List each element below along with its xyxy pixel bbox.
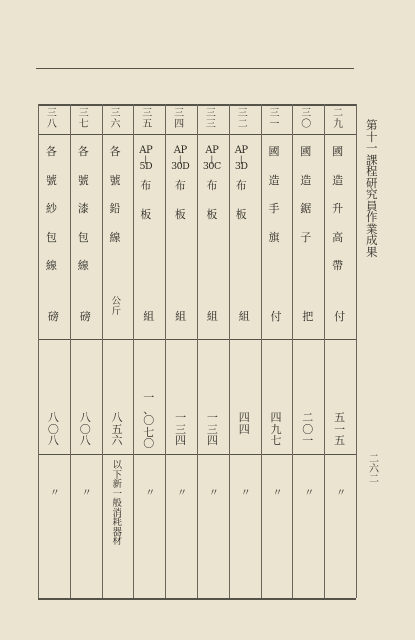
table-divider xyxy=(197,104,198,598)
item-unit: 組 xyxy=(175,310,187,323)
item-number: 三 八 xyxy=(46,108,57,130)
item-quantity: 八 五 六 xyxy=(111,411,123,448)
item-unit: 磅 xyxy=(47,310,59,323)
item-number: 二 九 xyxy=(333,108,344,130)
item-unit: 磅 xyxy=(79,310,91,323)
item-number: 三 二 xyxy=(237,108,248,130)
item-remark: 〃 xyxy=(208,488,219,499)
item-quantity: 一 三 四 xyxy=(206,411,218,448)
item-number: 三 三 xyxy=(205,108,216,130)
item-name: 國 造 升 高 帶 xyxy=(332,145,344,273)
item-name: 各 號 漆 包 線 xyxy=(77,145,89,273)
item-remark: 〃 xyxy=(272,488,283,499)
item-remark: 以 下 新 一 般 消 耗 器 材 xyxy=(112,460,123,547)
item-remark: 〃 xyxy=(336,488,347,499)
item-name: 各 號 鉛 線 xyxy=(109,145,121,244)
table-divider xyxy=(165,104,166,598)
item-number: 三 一 xyxy=(269,108,280,130)
item-number: 三 四 xyxy=(174,108,185,130)
item-number: 三 六 xyxy=(110,108,121,130)
item-quantity: 一 三 四 xyxy=(175,411,187,448)
table-divider xyxy=(292,104,293,598)
page-number: 二 六 二 xyxy=(369,454,379,485)
item-remark: 〃 xyxy=(304,488,315,499)
item-name: AP | 30D 布 板 xyxy=(171,145,190,221)
top-rule xyxy=(36,68,354,69)
item-unit: 組 xyxy=(206,310,218,323)
table-rule xyxy=(38,598,356,600)
table-divider xyxy=(324,104,325,598)
table-divider xyxy=(70,104,71,598)
item-remark: 〃 xyxy=(49,488,60,499)
item-name: AP | 30C 布 板 xyxy=(202,145,221,221)
item-name: 國 造 鋸 子 xyxy=(300,145,312,244)
item-quantity: 一 、 〇 七 〇 xyxy=(143,391,155,451)
material-table xyxy=(38,104,356,598)
table-divider xyxy=(229,104,230,598)
table-divider xyxy=(38,104,39,598)
table-divider xyxy=(102,104,103,598)
table-divider xyxy=(133,104,134,598)
item-unit: 組 xyxy=(238,310,250,323)
item-quantity: 四 九 七 xyxy=(270,411,282,448)
book-title: 第 十 一 課 程 研 究 員 作 業 成 果 xyxy=(366,118,378,259)
item-number: 三 〇 xyxy=(301,108,312,130)
item-quantity: 二 〇 一 xyxy=(302,411,314,448)
item-remark: 〃 xyxy=(145,488,156,499)
item-unit: 公 斤 xyxy=(111,296,122,317)
item-number: 三 七 xyxy=(78,108,89,130)
item-unit: 把 xyxy=(302,310,314,323)
item-unit: 付 xyxy=(334,310,346,323)
item-remark: 〃 xyxy=(81,488,92,499)
item-name: 各 號 紗 包 線 xyxy=(45,145,57,273)
item-quantity: 五 一 五 xyxy=(334,411,346,448)
item-unit: 付 xyxy=(270,310,282,323)
item-remark: 〃 xyxy=(240,488,251,499)
item-name: AP | 5D 布 板 xyxy=(139,145,153,221)
item-unit: 組 xyxy=(143,310,155,323)
table-divider xyxy=(261,104,262,598)
item-name: AP | 3D 布 板 xyxy=(234,145,248,221)
item-number: 三 五 xyxy=(142,108,153,130)
item-name: 國 造 手 旗 xyxy=(268,145,280,244)
table-divider xyxy=(356,104,357,598)
item-remark: 〃 xyxy=(177,488,188,499)
item-quantity: 八 〇 八 xyxy=(79,411,91,448)
item-quantity: 八 〇 八 xyxy=(47,411,59,448)
item-quantity: 四 四 xyxy=(238,411,250,436)
